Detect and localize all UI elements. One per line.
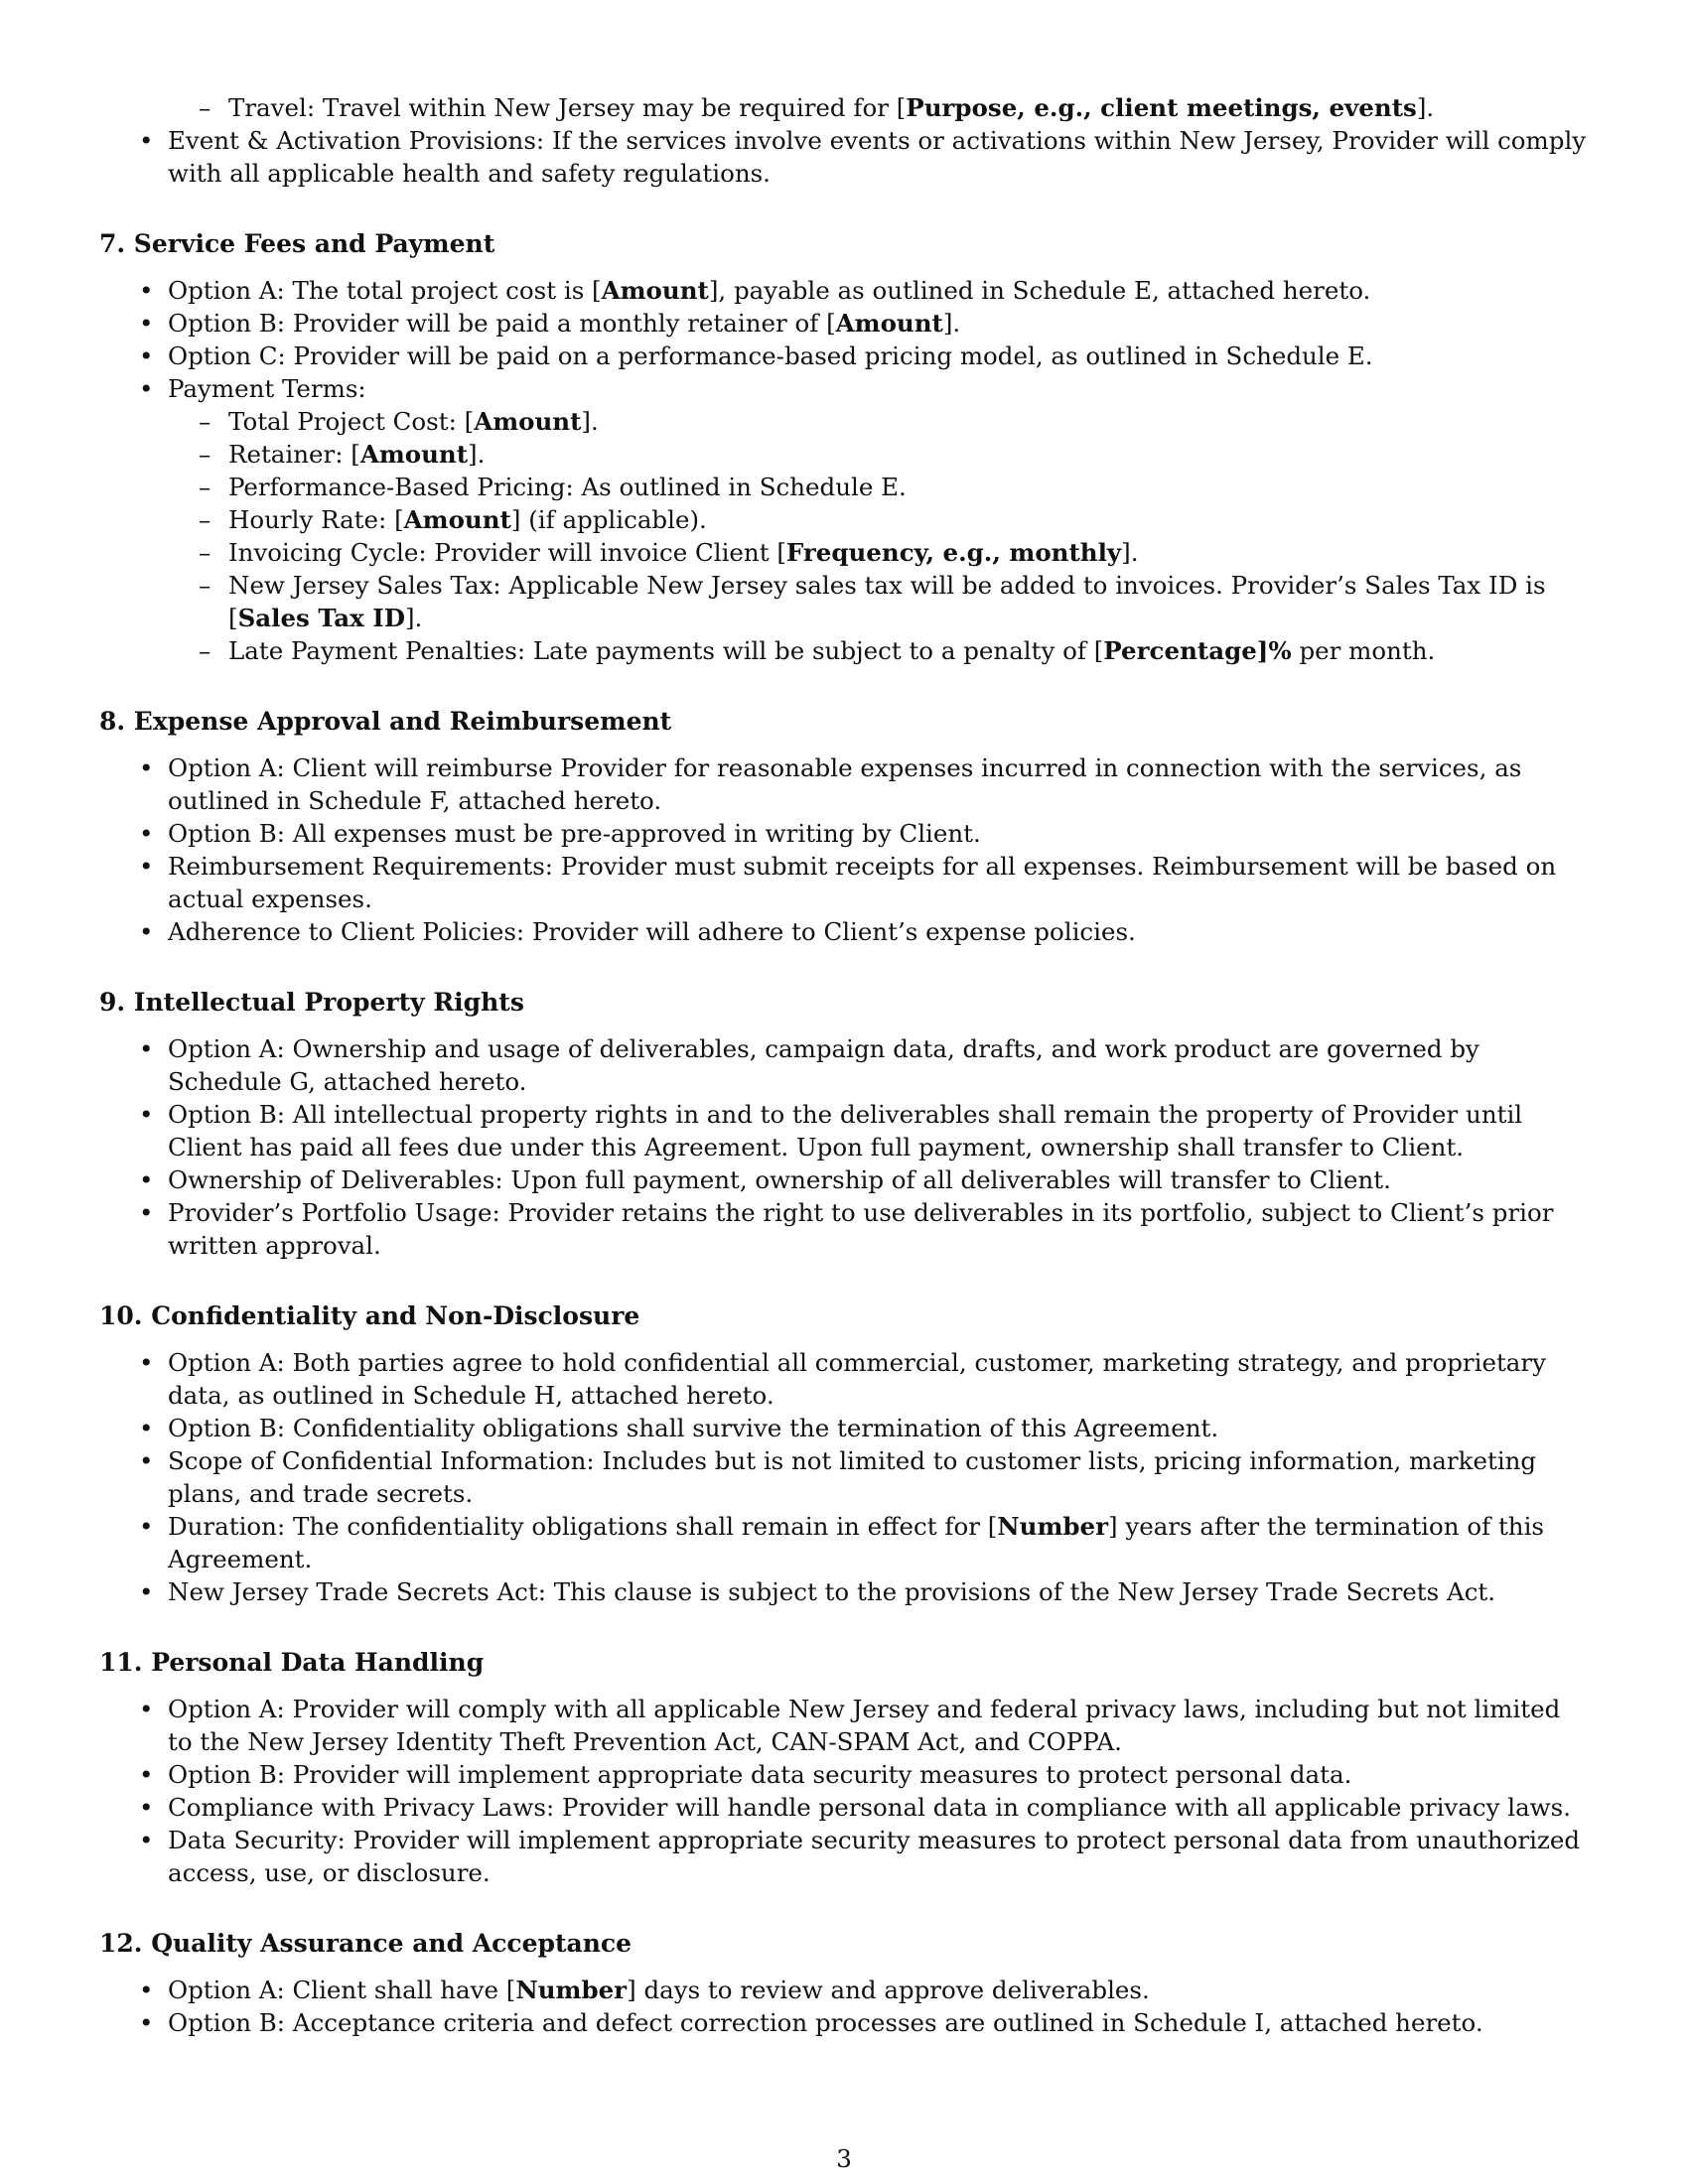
section-title: 11. Personal Data Handling	[99, 1648, 485, 1677]
list-item: – Retainer: [Amount].	[99, 438, 1589, 471]
list-item: – Total Project Cost: [Amount].	[99, 405, 1589, 438]
section-title: 7. Service Fees and Payment	[99, 229, 495, 258]
section-6-continued	[99, 91, 1589, 190]
list-item: • Provider’s Portfolio Usage: Provider retains the right to use deliverables in its portfolio, subject to Client’s prior written approval.	[99, 1196, 1589, 1262]
list-item: • Option B: All expenses must be pre-approved in writing by Client.	[99, 817, 1589, 850]
list-item: • Option A: Client shall have [Number] days to review and approve deliverables.	[99, 1974, 1589, 2006]
list-item: – Late Payment Penalties: Late payments will be subject to a penalty of [Percentage]% per month.	[99, 634, 1589, 667]
section-8	[99, 705, 1589, 948]
list-item: • Reimbursement Requirements: Provider must submit receipts for all expenses. Reimbursement will be based on actual expenses.	[99, 850, 1589, 915]
section-9	[99, 986, 1589, 1262]
list-item: • Option C: Provider will be paid on a performance-based pricing model, as outlined in Schedule E.	[99, 340, 1589, 372]
list-item: • Option A: Provider will comply with all applicable New Jersey and federal privacy laws, including but not limited to the New Jersey Identity Theft Prevention Act, CAN-SPAM Act, and COPPA.	[99, 1693, 1589, 1758]
list-item: • Option B: Acceptance criteria and defect correction processes are outlined in Schedule I, attached hereto.	[99, 2006, 1589, 2039]
section-10	[99, 1299, 1589, 1608]
section-11	[99, 1646, 1589, 1889]
list-item: • Duration: The confidentiality obligations shall remain in effect for [Number] years after the termination of this Agreement.	[99, 1510, 1589, 1575]
list-item: – Invoicing Cycle: Provider will invoice Client [Frequency, e.g., monthly].	[99, 536, 1589, 569]
list-item: • Compliance with Privacy Laws: Provider will handle personal data in compliance with all applicable privacy laws.	[99, 1791, 1589, 1824]
section-7	[99, 227, 1589, 667]
travel-item: – Travel: Travel within New Jersey may be required for [Purpose, e.g., client meetings, events].	[99, 91, 1589, 124]
document-page	[99, 91, 1589, 2039]
list-item: • New Jersey Trade Secrets Act: This clause is subject to the provisions of the New Jersey Trade Secrets Act.	[99, 1575, 1589, 1608]
list-item: • Option A: Both parties agree to hold confidential all commercial, customer, marketing strategy, and proprietary data, as outlined in Schedule H, attached hereto.	[99, 1346, 1589, 1412]
event-activation-item: • Event & Activation Provisions: If the services involve events or activations within New Jersey, Provider will comply with all applicable health and safety regulations.	[99, 124, 1589, 190]
list-item: • Option B: All intellectual property rights in and to the deliverables shall remain the property of Provider until Client has paid all fees due under this Agreement. Upon full payment, ownership shall transfer to Client.	[99, 1098, 1589, 1163]
page-number: 3	[836, 2144, 852, 2173]
list-item: • Option A: The total project cost is [Amount], payable as outlined in Schedule E, attached hereto.	[99, 274, 1589, 307]
section-title: 12. Quality Assurance and Acceptance	[99, 1929, 633, 1958]
section-12	[99, 1927, 1589, 2039]
payment-terms-item: • Payment Terms: – Total Project Cost: [Amount]. – Retainer: [Amount]. – Performance-Based Pricing: As outlined in Schedule E. – Hourly Rate: [Amount] (if applicable). – Invoicing Cycle: Provider will invoice Client [Frequency, e.g., monthly]. – New Jersey Sales Tax: Applicable New Jersey sales tax will be added to invoices. Provider’s Sales Tax ID is [Sales Tax ID]. – Late Payment Penalties: Late payments will be subject to a penalty of [Percentage]% per month.	[99, 372, 1589, 667]
list-item: – New Jersey Sales Tax: Applicable New Jersey sales tax will be added to invoices. Provider’s Sales Tax ID is [Sales Tax ID].	[99, 569, 1589, 634]
list-item: • Data Security: Provider will implement appropriate security measures to protect personal data from unauthorized access, use, or disclosure.	[99, 1824, 1589, 1889]
section-title: 8. Expense Approval and Reimbursement	[99, 707, 672, 736]
list-item: • Option B: Provider will be paid a monthly retainer of [Amount].	[99, 307, 1589, 340]
list-item: • Option A: Ownership and usage of deliverables, campaign data, drafts, and work product are governed by Schedule G, attached hereto.	[99, 1032, 1589, 1098]
list-item: • Option B: Provider will implement appropriate data security measures to protect personal data.	[99, 1758, 1589, 1791]
list-item: • Ownership of Deliverables: Upon full payment, ownership of all deliverables will transfer to Client.	[99, 1163, 1589, 1196]
list-item: – Performance-Based Pricing: As outlined in Schedule E.	[99, 471, 1589, 503]
list-item: • Option B: Confidentiality obligations shall survive the termination of this Agreement.	[99, 1412, 1589, 1444]
list-item: • Option A: Client will reimburse Provider for reasonable expenses incurred in connection with the services, as outlined in Schedule F, attached hereto.	[99, 751, 1589, 817]
section-title: 9. Intellectual Property Rights	[99, 988, 524, 1017]
list-item: • Adherence to Client Policies: Provider will adhere to Client’s expense policies.	[99, 915, 1589, 948]
list-item: – Hourly Rate: [Amount] (if applicable).	[99, 503, 1589, 536]
section-title: 10. Confidentiality and Non-Disclosure	[99, 1301, 640, 1330]
list-item: • Scope of Confidential Information: Includes but is not limited to customer lists, pricing information, marketing plans, and trade secrets.	[99, 1444, 1589, 1510]
